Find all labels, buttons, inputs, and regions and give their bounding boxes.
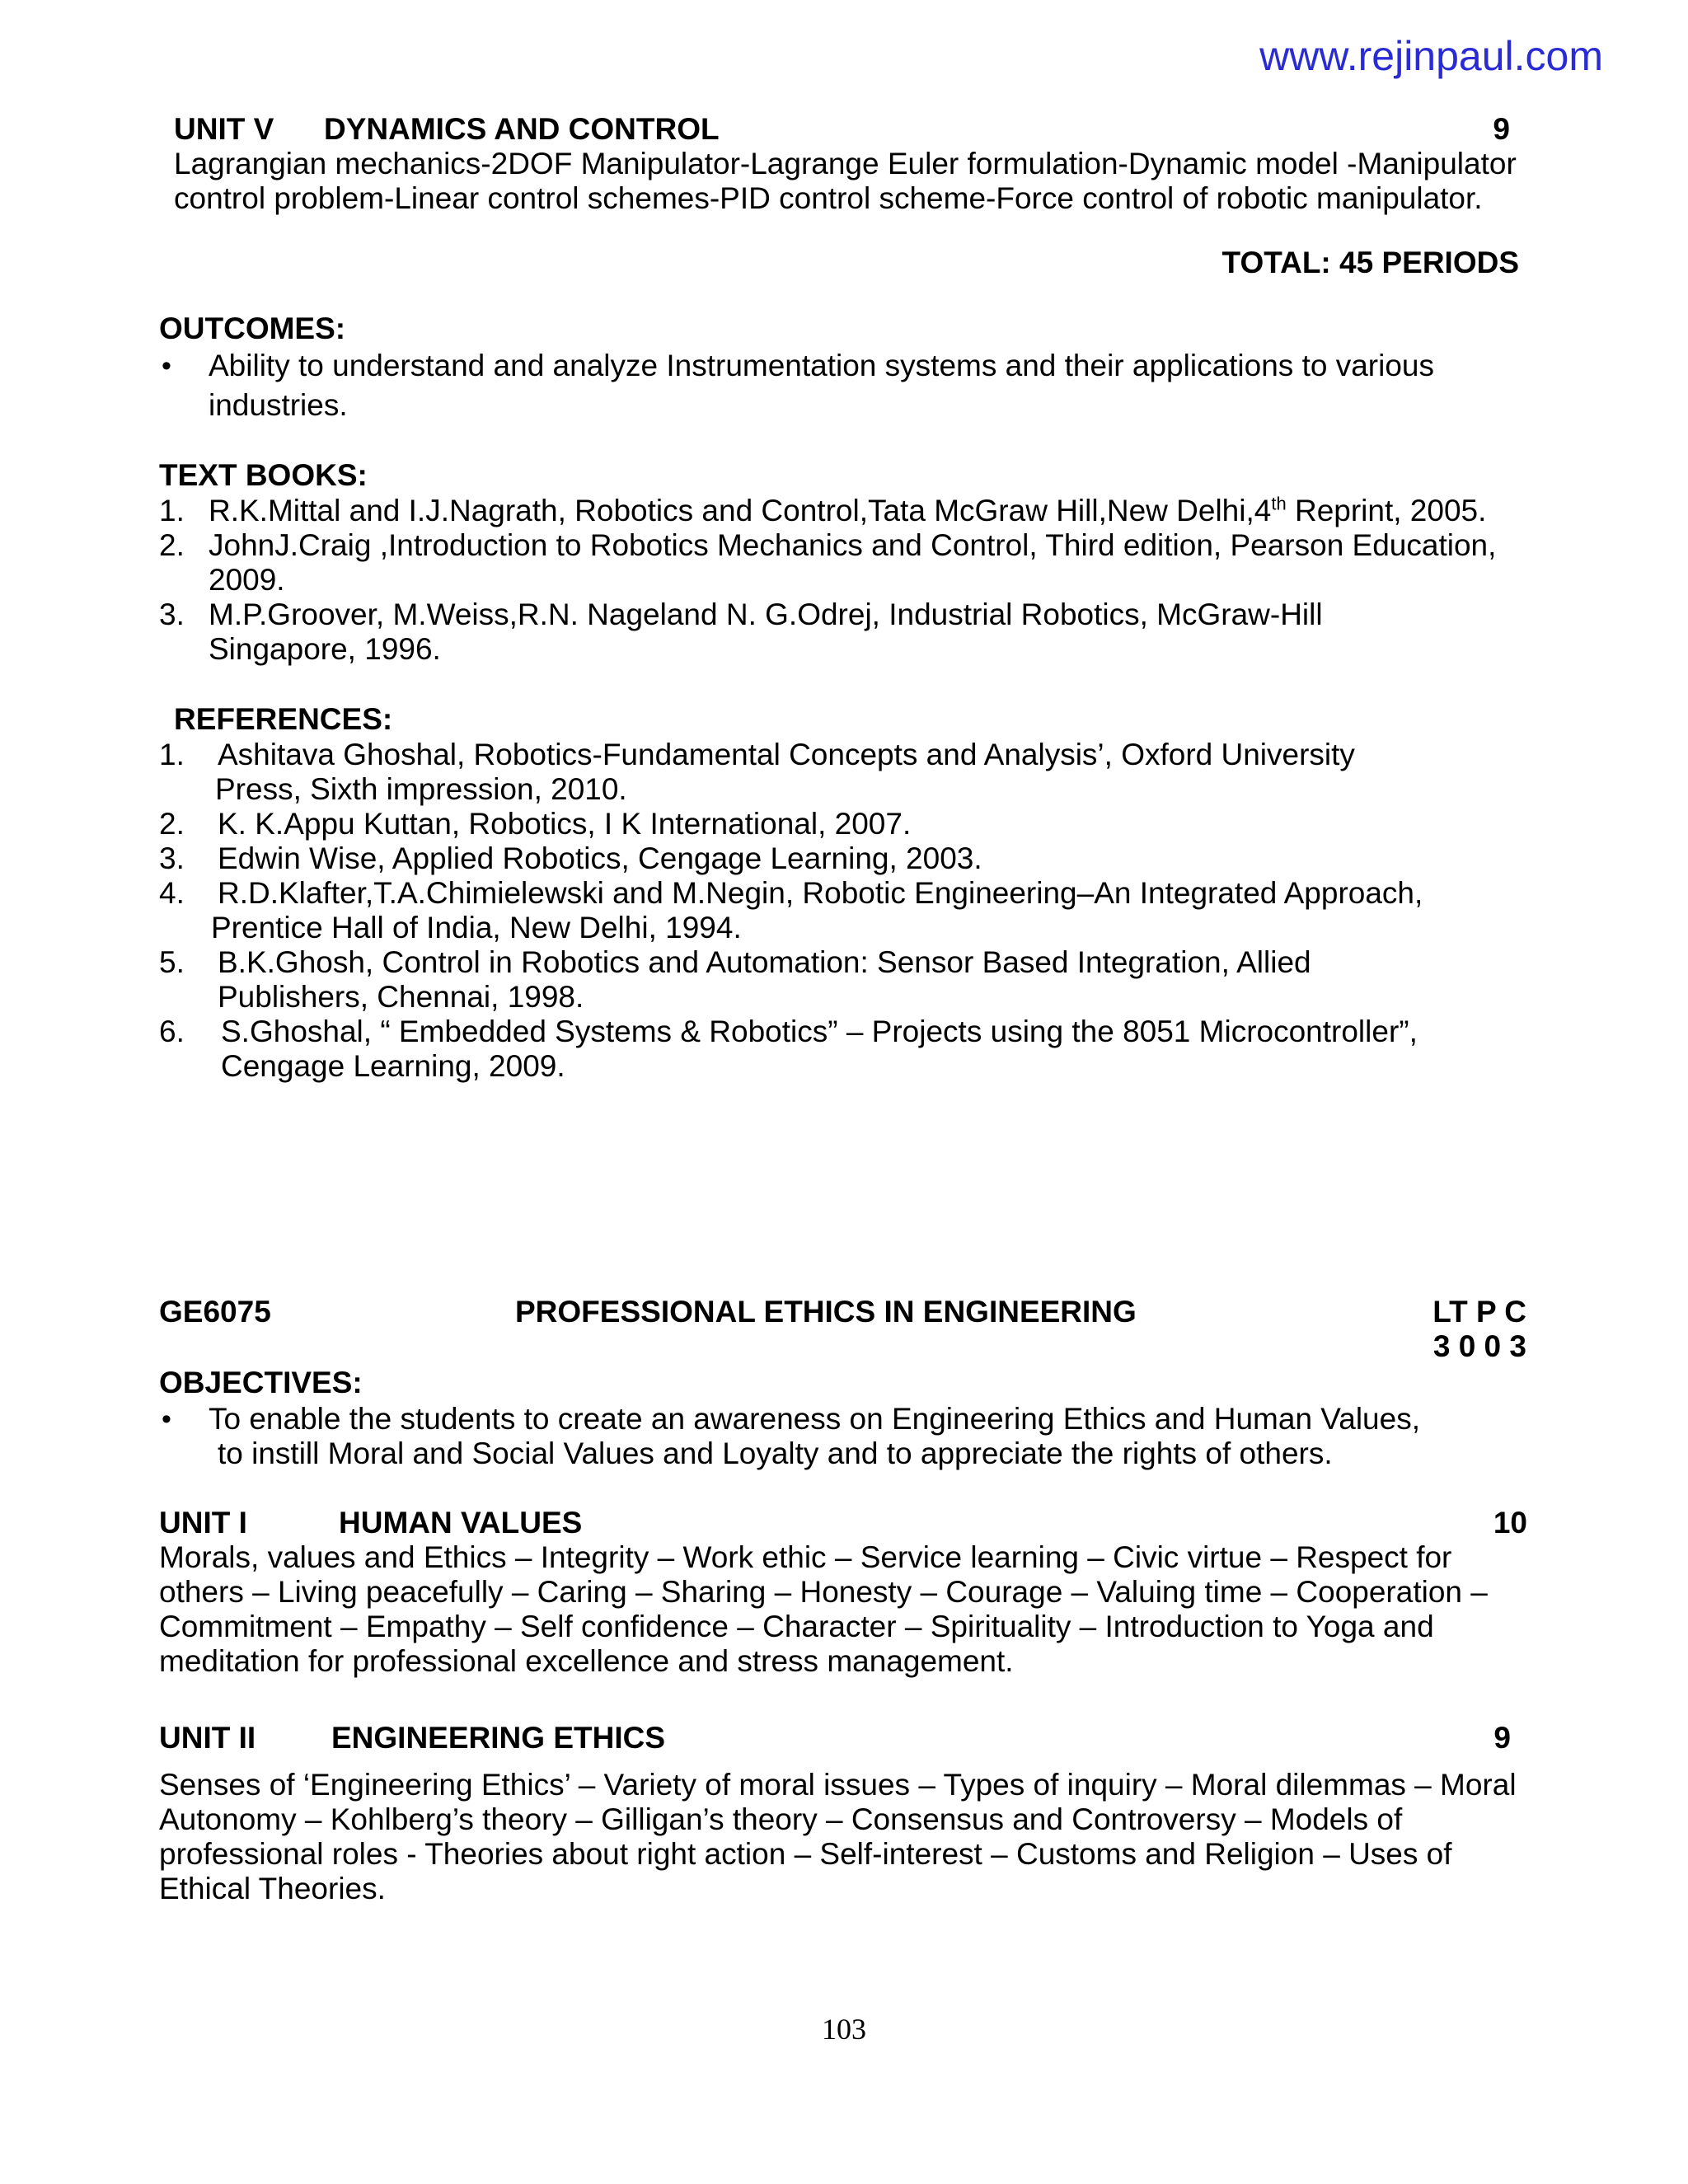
objectives-line-2: to instill Moral and Social Values and Loyalty and to appreciate the rights of others. [218,1436,1333,1470]
course-code: GE6075 [159,1295,271,1329]
site-url[interactable]: www.rejinpaul.com [1259,33,1603,79]
reference-number: 6. [159,1015,185,1048]
reference-text: B.K.Ghosh, Control in Robotics and Automation: Sensor Based Integration, Allied [218,945,1311,979]
reference-number: 4. [159,876,185,910]
outcomes-line-2: industries. [209,388,348,422]
outcomes-heading: OUTCOMES: [159,312,346,345]
text-book-superscript: th [1271,493,1287,514]
reference-text: K. K.Appu Kuttan, Robotics, I K International, 2007. [218,807,912,841]
reference-number: 2. [159,807,185,841]
course-title: PROFESSIONAL ETHICS IN ENGINEERING [515,1295,1137,1329]
text-book-number: 2. [159,528,185,562]
text-books-heading: TEXT BOOKS: [159,458,368,492]
reference-number: 1. [159,738,185,771]
reference-text: S.Ghoshal, “ Embedded Systems & Robotics” – Projects using the 8051 Microcontroller”, [221,1015,1418,1048]
unit-i-text-line-1: Morals, values and Ethics – Integrity – Work ethic – Service learning – Civic virtue – Respect for [159,1540,1452,1574]
objectives-heading: OBJECTIVES: [159,1366,363,1399]
text-book-text: R.K.Mittal and I.J.Nagrath, Robotics and Control,Tata McGraw Hill,New Delhi,4 [209,494,1272,527]
text-book-item [209,494,1486,528]
outcomes-bullet: • [162,350,171,382]
page-number: 103 [822,2013,866,2046]
text-book-number: 3. [159,598,185,631]
ltpc-values: 3 0 0 3 [1432,1329,1526,1363]
text-book-number: 1. [159,494,185,527]
ltpc-label: LT P C [1432,1295,1526,1329]
unit-v-title: DYNAMICS AND CONTROL [324,112,720,146]
unit-i-label: UNIT I [159,1506,247,1540]
outcomes-line-1: Ability to understand and analyze Instrumentation systems and their applications to various [209,349,1434,382]
unit-ii-title: ENGINEERING ETHICS [331,1721,665,1755]
unit-ii-label: UNIT II [159,1721,256,1755]
objectives-line-1: To enable the students to create an awareness on Engineering Ethics and Human Values, [209,1402,1420,1436]
reference-number: 3. [159,841,185,875]
reference-text: Edwin Wise, Applied Robotics, Cengage Learning, 2003. [218,841,982,875]
references-heading: REFERENCES: [174,702,393,736]
text-book-text-cont: Singapore, 1996. [209,632,441,666]
unit-v-text-line-1: Lagrangian mechanics-2DOF Manipulator-Lagrange Euler formulation-Dynamic model -Manipulator [174,147,1517,180]
reference-text-cont: Publishers, Chennai, 1998. [218,980,584,1014]
unit-i-title: HUMAN VALUES [339,1506,583,1540]
reference-text-cont: Press, Sixth impression, 2010. [215,772,627,806]
reference-text: Ashitava Ghoshal, Robotics-Fundamental Concepts and Analysis’, Oxford University [218,738,1355,771]
total-periods: TOTAL: 45 PERIODS [1221,246,1519,279]
unit-i-text-line-3: Commitment – Empathy – Self confidence – Character – Spirituality – Introduction to Yoga and [159,1610,1434,1643]
unit-ii-hours: 9 [1493,1721,1511,1755]
unit-v-hours: 9 [1493,112,1510,146]
text-book-text: JohnJ.Craig ,Introduction to Robotics Mechanics and Control, Third edition, Pearson Education, [209,528,1497,562]
objectives-bullet: • [162,1404,171,1435]
unit-ii-text-line-3: professional roles - Theories about right action – Self-interest – Customs and Religion – Uses of [159,1837,1452,1871]
text-book-text: M.P.Groover, M.Weiss,R.N. Nageland N. G.Odrej, Industrial Robotics, McGraw-Hill [209,598,1323,631]
reference-text-cont: Prentice Hall of India, New Delhi, 1994. [211,911,742,944]
unit-v-text-line-2: control problem-Linear control schemes-PID control scheme-Force control of robotic manipulator. [174,181,1483,215]
unit-ii-text-line-2: Autonomy – Kohlberg’s theory – Gilligan’s theory – Consensus and Controversy – Models of [159,1802,1403,1836]
unit-i-text-line-4: meditation for professional excellence and stress management. [159,1644,1014,1678]
text-book-text-end: Reprint, 2005. [1286,494,1487,527]
reference-number: 5. [159,945,185,979]
unit-ii-text-line-4: Ethical Theories. [159,1872,386,1905]
reference-text: R.D.Klafter,T.A.Chimielewski and M.Negin, Robotic Engineering–An Integrated Approach, [218,876,1423,910]
unit-ii-text-line-1: Senses of ‘Engineering Ethics’ – Variety of moral issues – Types of inquiry – Moral dilemmas – Moral [159,1768,1517,1802]
text-book-text-cont: 2009. [209,563,285,597]
unit-i-hours: 10 [1493,1506,1527,1540]
unit-v-label: UNIT V [174,112,274,146]
unit-i-text-line-2: others – Living peacefully – Caring – Sharing – Honesty – Courage – Valuing time – Cooperation – [159,1575,1488,1609]
reference-text-cont: Cengage Learning, 2009. [221,1049,565,1083]
